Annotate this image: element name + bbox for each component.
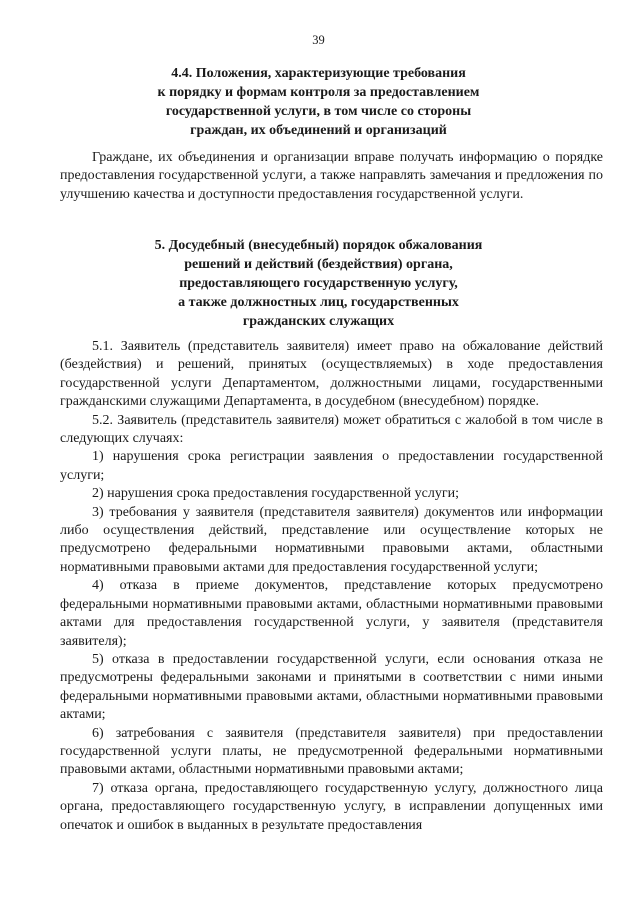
heading-line: а также должностных лиц, государственных [178,295,459,310]
list-item: 7) отказа органа, предоставляющего государственную услугу, должностного лица органа, предоставляющего государственную услугу, в исправлении допущенных ими опечаток и ошибок в выданных в результате предоставления [60,780,603,833]
list-item: 5) отказа в предоставлении государственной услуги, если основания отказа не предусмотрены федеральными законами и принятыми в соответствии с ними иными федеральными нормативными правовыми актами, областными нормативными правовыми актами; [60,651,603,723]
heading-line: граждан, их объединений и организаций [190,123,447,138]
heading-line: 4.4. Положения, характеризующие требования [171,66,466,81]
section-5-body [60,338,603,835]
paragraph: Граждане, их объединения и организации вправе получать информацию о порядке предоставления государственной услуги, а также направлять замечания и предложения по улучшению качества и доступности предоставления государственной услуги. [60,150,603,202]
list-item: 2) нарушения срока предоставления государственной услуги; [92,486,459,502]
page-number: 39 [312,33,325,47]
paragraph-5-2: 5.2. Заявитель (представитель заявителя) может обратиться с жалобой в том числе в следующих случаях: [60,412,603,447]
list-item: 6) затребования с заявителя (представителя заявителя) при предоставлении государственной услуги платы, не предусмотренной федеральными нормативными правовыми актами, областными нормативными правовыми актами; [60,725,603,778]
section-4-4-body [60,149,603,204]
list-item: 3) требования у заявителя (представителя заявителя) документов или информации либо осуществления действий, представление или осуществление которых не предусмотрено федеральными нормативными правовыми актами, областными нормативными правовыми актами для предоставления государственной услуги; [60,504,603,575]
heading-line: к порядку и формам контроля за предоставлением [157,85,480,100]
heading-line: предоставляющего государственную услугу, [179,276,458,291]
heading-line: решений и действий (бездействия) органа, [184,257,453,272]
heading-line: 5. Досудебный (внесудебный) порядок обжалования [154,238,483,253]
list-item: 4) отказа в приеме документов, представление которых предусмотрено федеральными нормативными правовыми актами, областными нормативными правовыми актами для предоставления государственной услуги, у заявителя (представителя заявителя); [60,578,603,649]
section-4-4-heading [0,64,637,140]
heading-line: государственной услуги, в том числе со стороны [165,104,472,119]
paragraph-5-1: 5.1. Заявитель (представитель заявителя) имеет право на обжалование действий (бездействия) и решений, принятых (осуществляемых) в ходе предоставления государственной услуги Департаментом, должностными лицами, государственными гражданскими служащими Департамента, в досудебном (внесудебном) порядке. [60,339,603,410]
list-item: 1) нарушения срока регистрации заявления о предоставлении государственной услуги; [60,449,603,483]
section-5-heading [0,236,637,331]
heading-line: гражданских служащих [242,314,395,329]
